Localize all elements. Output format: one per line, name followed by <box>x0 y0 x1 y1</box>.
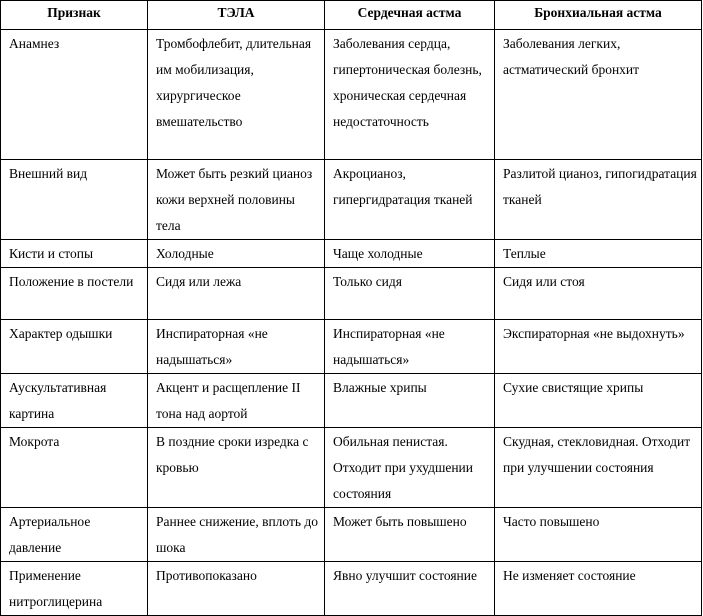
cell-bronchial-asthma: Разлитой цианоз, гипогидратация тканей <box>495 160 702 240</box>
row-label: Применение нитроглицерина <box>1 562 148 616</box>
table-row <box>1 320 702 374</box>
table-row <box>1 160 702 240</box>
row-label: Положение в постели <box>1 268 148 320</box>
cell-cardiac-asthma: Только сидя <box>325 268 495 320</box>
cell-cardiac-asthma: Заболевания сердца, гипертоническая болезнь, хроническая сердечная недостаточность <box>325 30 495 160</box>
cell-bronchial-asthma: Часто повышено <box>495 508 702 562</box>
cell-tela: В поздние сроки изредка с кровью <box>148 428 325 508</box>
cell-tela: Противопоказано <box>148 562 325 616</box>
header-feature: Признак <box>1 1 148 30</box>
cell-bronchial-asthma: Заболевания легких, астматический бронхит <box>495 30 702 160</box>
row-label: Аускультативная картина <box>1 374 148 428</box>
cell-bronchial-asthma: Экспираторная «не выдохнуть» <box>495 320 702 374</box>
cell-cardiac-asthma: Влажные хрипы <box>325 374 495 428</box>
cell-cardiac-asthma: Обильная пенистая. Отходит при ухудшении состояния <box>325 428 495 508</box>
row-label: Характер одышки <box>1 320 148 374</box>
cell-tela: Холодные <box>148 240 325 268</box>
cell-cardiac-asthma: Акроцианоз, гипергидратация тканей <box>325 160 495 240</box>
cell-tela: Может быть резкий цианоз кожи верхней половины тела <box>148 160 325 240</box>
cell-cardiac-asthma: Инспираторная «не надышаться» <box>325 320 495 374</box>
cell-tela: Сидя или лежа <box>148 268 325 320</box>
header-bronchial-asthma: Бронхиальная астма <box>495 1 702 30</box>
table-row <box>1 240 702 268</box>
table-row <box>1 508 702 562</box>
header-cardiac-asthma: Сердечная астма <box>325 1 495 30</box>
row-label: Кисти и стопы <box>1 240 148 268</box>
row-label: Внешний вид <box>1 160 148 240</box>
cell-tela: Акцент и расщепление II тона над аортой <box>148 374 325 428</box>
row-label: Анамнез <box>1 30 148 160</box>
table-row <box>1 562 702 616</box>
cell-bronchial-asthma: Не изменяет состояние <box>495 562 702 616</box>
cell-bronchial-asthma: Сидя или стоя <box>495 268 702 320</box>
row-label: Мокрота <box>1 428 148 508</box>
cell-bronchial-asthma: Теплые <box>495 240 702 268</box>
cell-cardiac-asthma: Чаще холодные <box>325 240 495 268</box>
table-row <box>1 30 702 160</box>
table-row <box>1 374 702 428</box>
cell-tela: Раннее снижение, вплоть до шока <box>148 508 325 562</box>
cell-cardiac-asthma: Может быть повышено <box>325 508 495 562</box>
cell-tela: Инспираторная «не надышаться» <box>148 320 325 374</box>
cell-tela: Тромбофлебит, длительная им мобилизация, хирургическое вмешательство <box>148 30 325 160</box>
header-row <box>1 1 702 30</box>
cell-bronchial-asthma: Сухие свистящие хрипы <box>495 374 702 428</box>
table-row <box>1 428 702 508</box>
cell-bronchial-asthma: Скудная, стекловидная. Отходит при улучшении состояния <box>495 428 702 508</box>
row-label: Артериальное давление <box>1 508 148 562</box>
header-tela: ТЭЛА <box>148 1 325 30</box>
cell-cardiac-asthma: Явно улучшит состояние <box>325 562 495 616</box>
table-row <box>1 268 702 320</box>
